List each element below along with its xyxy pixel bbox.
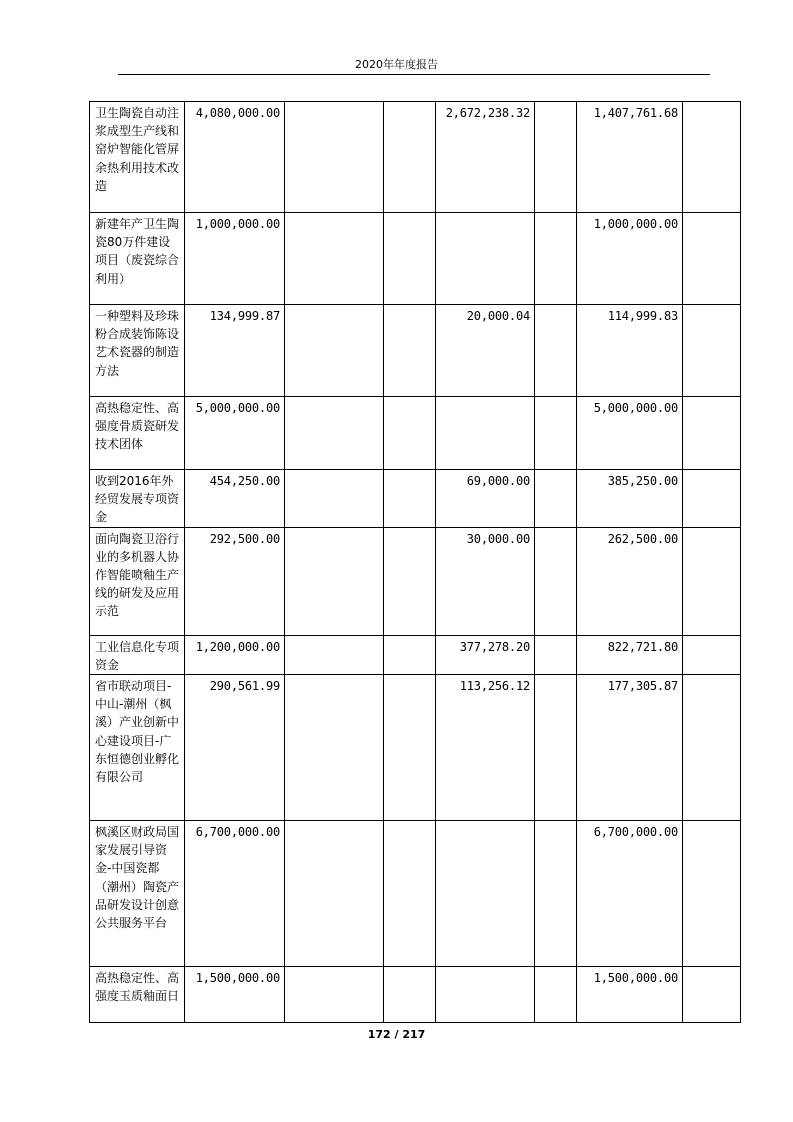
other-income-cell: 2,672,238.32 <box>436 102 535 213</box>
nonoperating-income-cell <box>384 213 436 305</box>
other-changes-cell <box>535 967 577 1023</box>
closing-balance-cell: 822,721.80 <box>577 635 683 674</box>
other-changes-cell <box>535 821 577 967</box>
other-income-cell <box>436 213 535 305</box>
other-changes-cell <box>535 675 577 821</box>
asset-income-related-cell <box>683 527 741 635</box>
project-name-cell: 面向陶瓷卫浴行业的多机器人协作智能喷釉生产线的研发及应用示范 <box>90 527 185 635</box>
closing-balance-cell: 1,407,761.68 <box>577 102 683 213</box>
page-number: 172 / 217 <box>367 1028 426 1041</box>
project-name-cell: 高热稳定性、高强度骨质瓷研发技术团体 <box>90 397 185 470</box>
other-changes-cell <box>535 397 577 470</box>
other-income-cell: 69,000.00 <box>436 470 535 528</box>
project-name-cell: 省市联动项目-中山-潮州（枫溪）产业创新中心建设项目-广东恒德创业孵化有限公司 <box>90 675 185 821</box>
closing-balance-cell: 114,999.83 <box>577 305 683 397</box>
other-changes-cell <box>535 305 577 397</box>
closing-balance-cell: 385,250.00 <box>577 470 683 528</box>
nonoperating-income-cell <box>384 397 436 470</box>
project-name-cell: 高热稳定性、高强度玉质釉面日 <box>90 967 185 1023</box>
table-row <box>90 213 741 305</box>
other-changes-cell <box>535 102 577 213</box>
asset-income-related-cell <box>683 213 741 305</box>
new-grant-cell <box>285 821 384 967</box>
new-grant-cell <box>285 675 384 821</box>
opening-balance-cell: 6,700,000.00 <box>185 821 285 967</box>
project-name-cell: 一种塑料及珍珠粉合成装饰陈设艺术瓷器的制造方法 <box>90 305 185 397</box>
project-name-cell: 收到2016年外经贸发展专项资金 <box>90 470 185 528</box>
asset-income-related-cell <box>683 102 741 213</box>
government-grants-table <box>89 101 741 1023</box>
other-changes-cell <box>535 635 577 674</box>
asset-income-related-cell <box>683 635 741 674</box>
header-divider <box>118 74 710 75</box>
opening-balance-cell: 134,999.87 <box>185 305 285 397</box>
new-grant-cell <box>285 527 384 635</box>
nonoperating-income-cell <box>384 635 436 674</box>
report-header-title: 2020年年度报告 <box>355 58 438 71</box>
closing-balance-cell: 1,000,000.00 <box>577 213 683 305</box>
other-income-cell: 113,256.12 <box>436 675 535 821</box>
asset-income-related-cell <box>683 305 741 397</box>
opening-balance-cell: 1,000,000.00 <box>185 213 285 305</box>
project-name-cell: 工业信息化专项资金 <box>90 635 185 674</box>
closing-balance-cell: 262,500.00 <box>577 527 683 635</box>
nonoperating-income-cell <box>384 102 436 213</box>
table-row <box>90 102 741 213</box>
other-income-cell <box>436 397 535 470</box>
asset-income-related-cell <box>683 967 741 1023</box>
table-row <box>90 470 741 528</box>
closing-balance-cell: 1,500,000.00 <box>577 967 683 1023</box>
opening-balance-cell: 292,500.00 <box>185 527 285 635</box>
asset-income-related-cell <box>683 675 741 821</box>
other-changes-cell <box>535 213 577 305</box>
table-row <box>90 397 741 470</box>
asset-income-related-cell <box>683 397 741 470</box>
new-grant-cell <box>285 397 384 470</box>
project-name-cell: 枫溪区财政局国家发展引导资金-中国瓷都（潮州）陶瓷产品研发设计创意公共服务平台 <box>90 821 185 967</box>
table-row <box>90 305 741 397</box>
other-changes-cell <box>535 527 577 635</box>
opening-balance-cell: 4,080,000.00 <box>185 102 285 213</box>
nonoperating-income-cell <box>384 470 436 528</box>
opening-balance-cell: 454,250.00 <box>185 470 285 528</box>
asset-income-related-cell <box>683 470 741 528</box>
new-grant-cell <box>285 470 384 528</box>
closing-balance-cell: 177,305.87 <box>577 675 683 821</box>
asset-income-related-cell <box>683 821 741 967</box>
table-row <box>90 967 741 1023</box>
table-row <box>90 527 741 635</box>
closing-balance-cell: 5,000,000.00 <box>577 397 683 470</box>
nonoperating-income-cell <box>384 821 436 967</box>
new-grant-cell <box>285 635 384 674</box>
nonoperating-income-cell <box>384 675 436 821</box>
nonoperating-income-cell <box>384 305 436 397</box>
project-name-cell: 卫生陶瓷自动注浆成型生产线和窑炉智能化管屏余热利用技术改造 <box>90 102 185 213</box>
closing-balance-cell: 6,700,000.00 <box>577 821 683 967</box>
new-grant-cell <box>285 102 384 213</box>
table-row <box>90 635 741 674</box>
other-income-cell: 377,278.20 <box>436 635 535 674</box>
other-changes-cell <box>535 470 577 528</box>
other-income-cell: 20,000.04 <box>436 305 535 397</box>
table-row <box>90 821 741 967</box>
other-income-cell <box>436 967 535 1023</box>
opening-balance-cell: 5,000,000.00 <box>185 397 285 470</box>
table-row <box>90 675 741 821</box>
nonoperating-income-cell <box>384 967 436 1023</box>
other-income-cell <box>436 821 535 967</box>
opening-balance-cell: 290,561.99 <box>185 675 285 821</box>
nonoperating-income-cell <box>384 527 436 635</box>
opening-balance-cell: 1,200,000.00 <box>185 635 285 674</box>
new-grant-cell <box>285 213 384 305</box>
opening-balance-cell: 1,500,000.00 <box>185 967 285 1023</box>
new-grant-cell <box>285 305 384 397</box>
new-grant-cell <box>285 967 384 1023</box>
other-income-cell: 30,000.00 <box>436 527 535 635</box>
project-name-cell: 新建年产卫生陶瓷80万件建设项目（废瓷综合利用） <box>90 213 185 305</box>
